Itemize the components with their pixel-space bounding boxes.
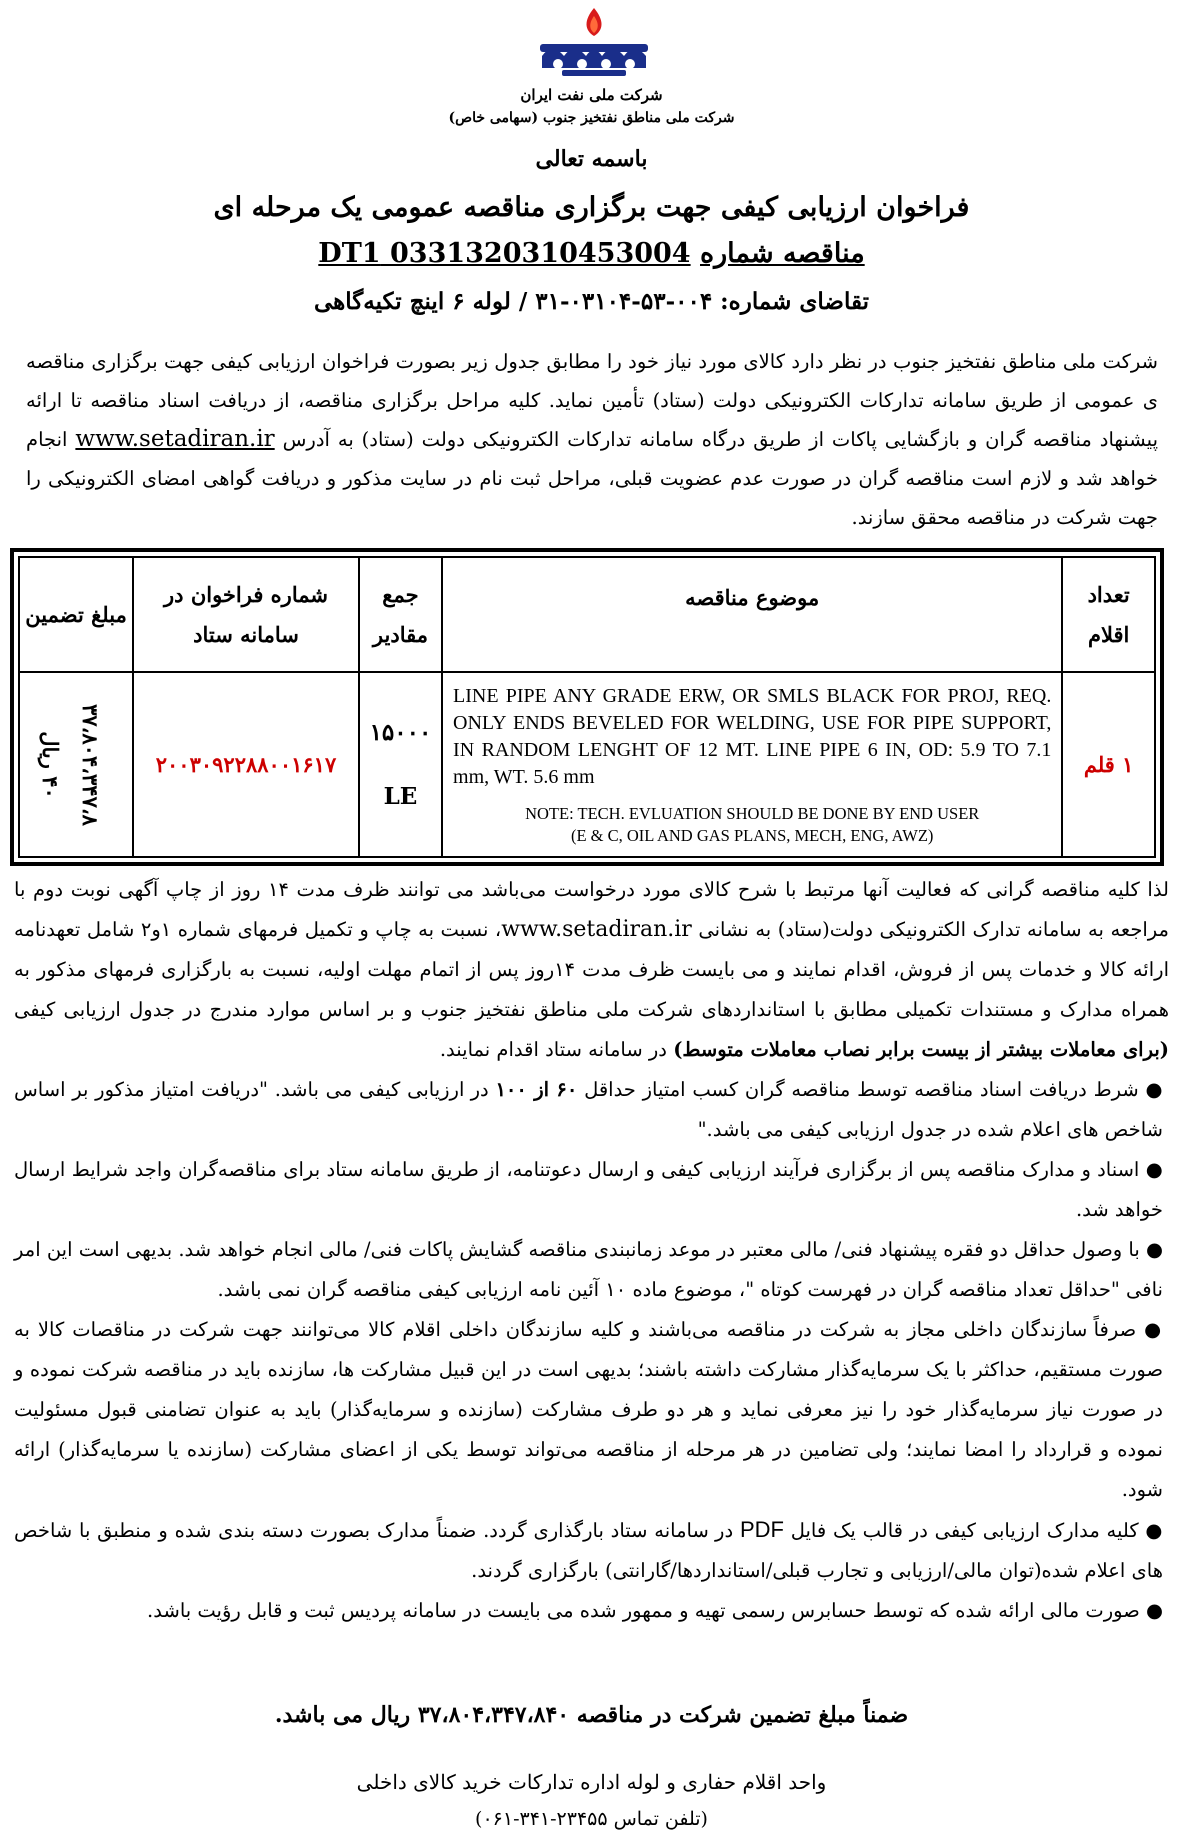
subject-text: LINE PIPE ANY GRADE ERW, OR SMLS BLACK FOR PROJ, REQ. ONLY ENDS BEVELED FOR WELDING, USE FOR PIPE SUPPORT, IN RANDOM LENGHT OF 12 MT. LINE PIPE 6 IN, OD: 5.9 TO 7.1 mm, WT. 5.6 mm (453, 684, 1052, 788)
item-count: ۱ قلم (1062, 672, 1155, 857)
tender-number: 0331320310453004 DT1 (318, 238, 691, 269)
page-title: فراخوان ارزیابی کیفی جهت برگزاری مناقصه عمومی یک مرحله ای (213, 192, 970, 223)
header-call-number: شماره فراخوان در سامانه ستاد (133, 557, 359, 672)
guarantee-line-1: ۳۷،۸۰۴،۳۴۷،۸ (78, 703, 104, 826)
guarantee-line-2: ۴۰ ریال (38, 730, 64, 799)
body-paragraph-1 (14, 870, 1169, 1070)
bullet-5 (14, 1510, 1169, 1591)
b1-text-a: شرط دریافت اسناد مناقصه توسط مناقصه گران کسب امتیاز حداقل (584, 1078, 1139, 1101)
call-number: ۲۰۰۳۰۹۲۲۸۸۰۰۱۶۱۷ (133, 672, 359, 857)
guarantee-amount (19, 672, 133, 857)
p1-bold: (برای معاملات بیشتر از بیست برابر نصاب معاملات متوسط) (673, 1038, 1169, 1061)
request-number: تقاضای شماره: ۰۰۴-۵۳-۰۳۱۰۴-۳۱ / لوله ۶ اینچ تکیه‌گاهی (314, 288, 869, 315)
nioc-logo-icon (532, 4, 656, 90)
b5-text-b: در سامانه ستاد بارگذاری گردد. ضمناً مدارک بصورت دسته بندی شده و منطبق با شاخص های اعلام شده(توان مالی/ارزیابی و تجارب قبلی/استانداردها/گارانتی) بارگزاری گردند. (14, 1519, 1163, 1582)
tender-number-heading (0, 238, 1183, 269)
bullet-3: ● با وصول حداقل دو فقره پیشنهاد فنی/ مالی معتبر در موعد زمانبندی مناقصه گشایش پاکات فنی/ مالی انجام خواهد شد. بدیهی است این امر نافی "حداقل تعداد مناقصه گران در فهرست کوتاه "، موضوع ماده ۱۰ آئین نامه ارزیابی کیفی مناقصه گران نمی باشد. (14, 1230, 1169, 1310)
header-guarantee: مبلغ تضمین (19, 557, 133, 672)
note-line-2: (E & C, OIL AND GAS PLANS, MECH, ENG, AWZ) (570, 825, 934, 845)
setadiran-link-2[interactable]: www.setadiran.ir (501, 917, 692, 942)
invocation-heading: باسمه تعالی (535, 146, 648, 172)
bullet-2: ● اسناد و مدارک مناقصه پس از برگزاری فرآیند ارزیابی کیفی و ارسال دعوتنامه، از طریق سامانه ستاد برای مناقصه‌گران واجد شرایط ارسال خواهد شد. (14, 1150, 1169, 1230)
b5-pdf: PDF (739, 1517, 784, 1542)
company-subname: شرکت ملی مناطق نفتخیز جنوب (سهامی خاص) (448, 110, 735, 126)
subject-note (453, 803, 1051, 847)
quantity-value: ۱۵۰۰۰ (369, 718, 432, 746)
table-row (19, 672, 1155, 857)
contact-phone: (تلفن تماس ۲۳۴۵۵-۳۴۱-۰۶۱) (475, 1808, 708, 1830)
intro-text-2: انجام خواهد شد و لازم است مناقصه گران در صورت عدم عضویت قبلی، مراحل ثبت نام در سایت مذکور و دریافت گواهی امضای الکترونیکی را جهت شرکت در مناقصه محقق سازند. (26, 428, 1158, 529)
b5-text-a: کلیه مدارک ارزیابی کیفی در قالب یک فایل (790, 1519, 1139, 1542)
table-header-row (19, 557, 1155, 672)
issuing-unit: واحد اقلام حفاری و لوله اداره تدارکات خرید کالای داخلی (356, 1770, 827, 1794)
bullet-6: ● صورت مالی ارائه شده که توسط حسابرس رسمی تهیه و ممهور شده می بایست در سامانه پردیس ثبت و قابل رؤیت باشد. (14, 1591, 1169, 1631)
bullet-1 (14, 1070, 1169, 1150)
guarantee-rotated (30, 704, 110, 826)
company-name: شرکت ملی نفت ایران (520, 86, 663, 104)
p1-text-c: در سامانه ستاد اقدام نمایند. (439, 1038, 667, 1061)
item-subject (442, 672, 1062, 857)
item-quantity (359, 672, 442, 857)
tender-prefix: مناقصه شماره (700, 238, 865, 269)
body-text (14, 870, 1169, 1631)
b1-bold: ۶۰ از ۱۰۰ (495, 1078, 578, 1101)
b1-text-b: در ارزیابی کیفی می باشد. "دریافت امتیاز مذکور بر اساس شاخص های اعلام شده در جدول ارزیابی کیفی می باشد." (14, 1078, 1163, 1141)
quantity-unit: LE (383, 782, 418, 810)
p1-text-b: ، نسبت به چاپ و تکمیل فرمهای شماره ۱و۲ شامل تعهدنامه ارائه کالا و خدمات پس از فروش، اقدام نمایند و می بایست ظرف مدت ۱۴روز پس از اتمام مهلت اولیه، نسبت به بارگزاری فرمهای مذکور به همراه مدارک و مستندات تکمیلی مطابق با استانداردهای شرکت ملی مناطق نفتخیز جنوب و بر اساس موارد مندرج در جدول ارزیابی کیفی (14, 918, 1169, 1021)
intro-paragraph (26, 342, 1158, 537)
intro-text-1: شرکت ملی مناطق نفتخیز جنوب در نظر دارد کالای مورد نیاز خود را مطابق جدول زیر بصورت فراخوان ارزیابی کیفی جهت برگزاری مناقصه ی عمومی از طریق سامانه تدارکات الکترونیکی دولت (ستاد) تأمین نماید. کلیه مراحل برگزاری مناقصه، از دریافت اسناد مناقصه تا ارائه پیشنهاد مناقصه گران و بازگشایی پاکات از طریق درگاه سامانه تدارکات الکترونیکی دولت (ستاد) به آدرس (26, 350, 1158, 451)
tender-table (18, 556, 1156, 858)
header-total: جمع مقادیر (359, 557, 442, 672)
setadiran-link[interactable]: www.setadiran.ir (75, 426, 275, 452)
note-line-1: NOTE: TECH. EVLUATION SHOULD BE DONE BY END USER (525, 803, 980, 823)
p1-text-a: لذا کلیه مناقصه گرانی که فعالیت آنها مرتبط با شرح کالای مورد درخواست می‌باشد می توانند ظرف مدت ۱۴ روز از چاپ آگهی نوبت دوم با مراجعه به سامانه تدارک الکترونیکی دولت(ستاد) به نشانی (14, 878, 1169, 941)
header-count: تعداد اقلام (1062, 557, 1155, 672)
header-subject: موضوع مناقصه (442, 557, 1062, 672)
guarantee-summary: ضمناً مبلغ تضمین شرکت در مناقصه ۳۷،۸۰۴،۳۴۷،۸۴۰ ریال می باشد. (274, 1702, 909, 1728)
bullet-4: ● صرفاً سازندگان داخلی مجاز به شرکت در مناقصه می‌باشند و کلیه سازندگان داخلی اقلام کالا می‌توانند جهت شرکت در مناقصات کالا به صورت مستقیم، حداکثر با یک سرمایه‌گذار مشارکت داشته باشند؛ بدیهی است در این قبیل مشارکت ها، سازنده باید در مناقصه شرکت نموده و در صورت نیاز سرمایه‌گذار خود را نیز معرفی نماید و هر دو طرف مشارکت (سازنده و سرمایه‌گذار) باید به عنوان تضامنی قبول مسئولیت نموده و قرارداد را امضا نمایند؛ ولی تضامین در هر مرحله از مناقصه می‌تواند توسط یکی از اعضای مشارکت (سازنده یا سرمایه‌گذار) ارائه شود. (14, 1310, 1169, 1510)
